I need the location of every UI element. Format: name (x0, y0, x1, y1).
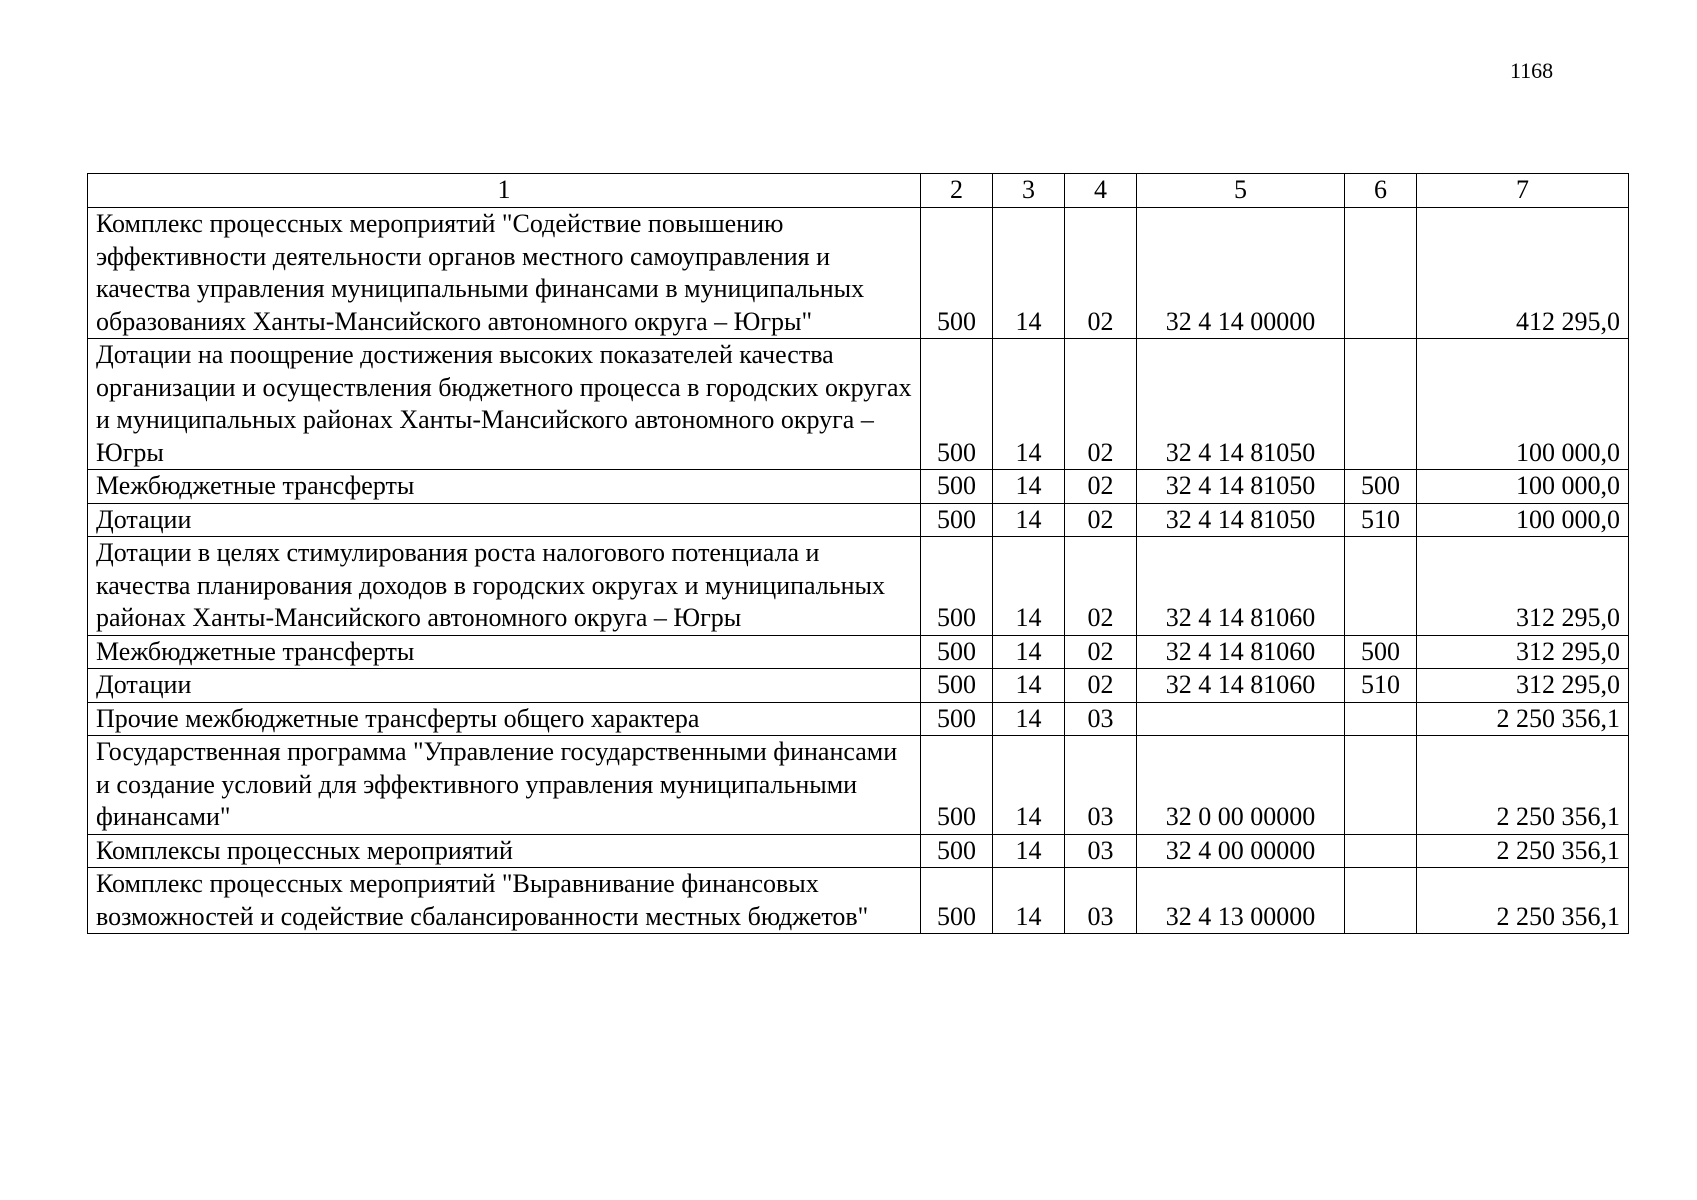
row-expense-type (1345, 208, 1417, 339)
row-section: 14 (993, 339, 1065, 470)
row-subsection: 02 (1065, 470, 1137, 504)
row-name: Межбюджетные трансферты (88, 635, 921, 669)
row-expense-type: 500 (1345, 470, 1417, 504)
row-amount: 312 295,0 (1417, 537, 1629, 636)
column-header-3: 3 (993, 174, 1065, 208)
row-name: Дотации на поощрение достижения высоких показателей качества организации и осуществления бюджетного процесса в городских округах и муниципальных районах Ханты-Мансийского автономного округа – Югры (88, 339, 921, 470)
row-expense-type (1345, 736, 1417, 835)
row-subsection: 02 (1065, 537, 1137, 636)
row-expense-type: 500 (1345, 635, 1417, 669)
row-amount: 312 295,0 (1417, 635, 1629, 669)
row-ministry-code: 500 (921, 503, 993, 537)
row-ministry-code: 500 (921, 702, 993, 736)
row-expense-type (1345, 868, 1417, 934)
row-target-article: 32 4 13 00000 (1137, 868, 1345, 934)
page-number: 1168 (1510, 58, 1554, 83)
row-target-article: 32 4 14 81050 (1137, 470, 1345, 504)
row-name: Межбюджетные трансферты (88, 470, 921, 504)
row-name: Дотации (88, 669, 921, 703)
row-ministry-code: 500 (921, 339, 993, 470)
row-ministry-code: 500 (921, 208, 993, 339)
row-name: Прочие межбюджетные трансферты общего характера (88, 702, 921, 736)
row-section: 14 (993, 669, 1065, 703)
row-section: 14 (993, 470, 1065, 504)
row-ministry-code: 500 (921, 868, 993, 934)
table-row (88, 208, 1629, 339)
row-target-article: 32 4 14 00000 (1137, 208, 1345, 339)
row-amount: 100 000,0 (1417, 339, 1629, 470)
row-name: Дотации (88, 503, 921, 537)
row-ministry-code: 500 (921, 635, 993, 669)
row-ministry-code: 500 (921, 537, 993, 636)
row-subsection: 02 (1065, 503, 1137, 537)
row-expense-type: 510 (1345, 503, 1417, 537)
row-ministry-code: 500 (921, 834, 993, 868)
column-header-6: 6 (1345, 174, 1417, 208)
row-target-article: 32 4 14 81050 (1137, 339, 1345, 470)
column-header-1: 1 (88, 174, 921, 208)
row-subsection: 02 (1065, 669, 1137, 703)
row-subsection: 02 (1065, 208, 1137, 339)
row-expense-type (1345, 339, 1417, 470)
row-expense-type: 510 (1345, 669, 1417, 703)
row-subsection: 03 (1065, 736, 1137, 835)
row-section: 14 (993, 702, 1065, 736)
column-header-5: 5 (1137, 174, 1345, 208)
table-row (88, 868, 1629, 934)
row-target-article: 32 4 14 81050 (1137, 503, 1345, 537)
row-section: 14 (993, 834, 1065, 868)
column-header-4: 4 (1065, 174, 1137, 208)
table-row (88, 736, 1629, 835)
row-target-article: 32 4 14 81060 (1137, 669, 1345, 703)
row-amount: 2 250 356,1 (1417, 702, 1629, 736)
row-amount: 312 295,0 (1417, 669, 1629, 703)
row-section: 14 (993, 635, 1065, 669)
row-section: 14 (993, 537, 1065, 636)
table-row (88, 537, 1629, 636)
row-section: 14 (993, 208, 1065, 339)
row-target-article: 32 4 14 81060 (1137, 537, 1345, 636)
row-expense-type (1345, 834, 1417, 868)
table-row (88, 635, 1629, 669)
row-section: 14 (993, 736, 1065, 835)
row-name: Государственная программа "Управление государственными финансами и создание условий для эффективного управления муниципальными финансами" (88, 736, 921, 835)
row-ministry-code: 500 (921, 669, 993, 703)
row-ministry-code: 500 (921, 470, 993, 504)
row-subsection: 03 (1065, 868, 1137, 934)
table-row (88, 470, 1629, 504)
row-name: Комплексы процессных мероприятий (88, 834, 921, 868)
row-amount: 412 295,0 (1417, 208, 1629, 339)
row-target-article (1137, 702, 1345, 736)
row-ministry-code: 500 (921, 736, 993, 835)
row-amount: 2 250 356,1 (1417, 736, 1629, 835)
budget-table (87, 173, 1629, 934)
table-row (88, 339, 1629, 470)
row-expense-type (1345, 702, 1417, 736)
row-amount: 2 250 356,1 (1417, 834, 1629, 868)
row-section: 14 (993, 503, 1065, 537)
row-name: Дотации в целях стимулирования роста налогового потенциала и качества планирования доходов в городских округах и муниципальных районах Ханты-Мансийского автономного округа – Югры (88, 537, 921, 636)
row-name: Комплекс процессных мероприятий "Содействие повышению эффективности деятельности органов местного самоуправления и качества управления муниципальными финансами в муниципальных образованиях Ханты-Мансийского автономного округа – Югры" (88, 208, 921, 339)
row-section: 14 (993, 868, 1065, 934)
row-name: Комплекс процессных мероприятий "Выравнивание финансовых возможностей и содействие сбалансированности местных бюджетов" (88, 868, 921, 934)
row-target-article: 32 4 14 81060 (1137, 635, 1345, 669)
table-row (88, 702, 1629, 736)
row-subsection: 03 (1065, 834, 1137, 868)
column-header-2: 2 (921, 174, 993, 208)
row-amount: 2 250 356,1 (1417, 868, 1629, 934)
header-row (88, 174, 1629, 208)
table-row (88, 834, 1629, 868)
row-target-article: 32 4 00 00000 (1137, 834, 1345, 868)
table-row (88, 669, 1629, 703)
row-amount: 100 000,0 (1417, 503, 1629, 537)
row-subsection: 02 (1065, 635, 1137, 669)
table-row (88, 503, 1629, 537)
row-subsection: 02 (1065, 339, 1137, 470)
row-expense-type (1345, 537, 1417, 636)
row-subsection: 03 (1065, 702, 1137, 736)
column-header-7: 7 (1417, 174, 1629, 208)
row-amount: 100 000,0 (1417, 470, 1629, 504)
row-target-article: 32 0 00 00000 (1137, 736, 1345, 835)
